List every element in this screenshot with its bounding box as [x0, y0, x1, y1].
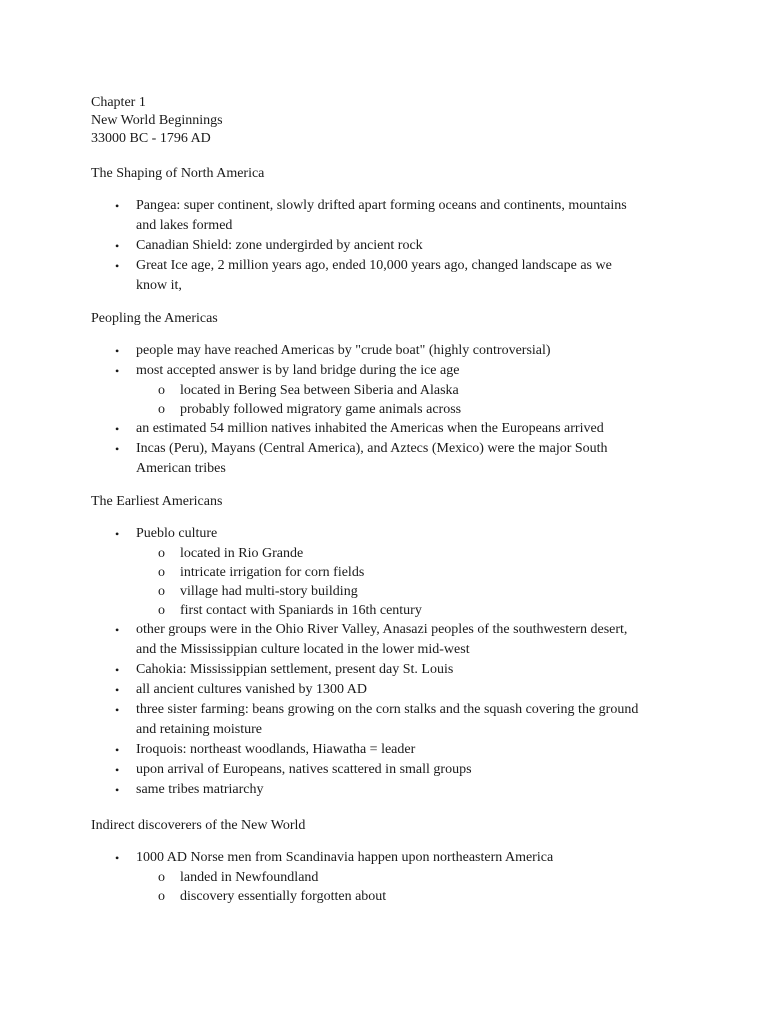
- bullet-item-text: Iroquois: northeast woodlands, Hiawatha = leader: [136, 742, 416, 757]
- bullet-item-text: people may have reached Americas by "crude boat" (highly controversial): [136, 343, 551, 358]
- section-heading: Peopling the Americas: [91, 311, 218, 326]
- bullet-item-text: Incas (Peru), Mayans (Central America), and Aztecs (Mexico) were the major South: [136, 441, 608, 456]
- bullet-item-text: Pangea: super continent, slowly drifted apart forming oceans and continents, mountains: [136, 198, 627, 213]
- chapter-dates: 33000 BC - 1796 AD: [91, 131, 211, 146]
- sub-bullet-item-text: located in Rio Grande: [180, 546, 304, 561]
- sub-bullet-item-text: discovery essentially forgotten about: [180, 889, 387, 904]
- sub-bullet-icon: o: [158, 565, 165, 580]
- bullet-item-text: and the Mississippian culture located in the lower mid-west: [136, 642, 470, 657]
- bullet-item-text: Great Ice age, 2 million years ago, ended 10,000 years ago, changed landscape as we: [136, 258, 612, 273]
- sub-bullet-item-text: located in Bering Sea between Siberia and Alaska: [180, 383, 459, 398]
- bullet-icon: •: [115, 259, 120, 273]
- bullet-item-text: and retaining moisture: [136, 722, 262, 737]
- sub-bullet-icon: o: [158, 603, 165, 618]
- bullet-item-text: upon arrival of Europeans, natives scattered in small groups: [136, 762, 472, 777]
- bullet-item-text: other groups were in the Ohio River Valley, Anasazi peoples of the southwestern desert,: [136, 622, 628, 637]
- sub-bullet-item-text: probably followed migratory game animals across: [180, 402, 462, 417]
- section-heading: The Earliest Americans: [91, 494, 223, 509]
- bullet-icon: •: [115, 623, 120, 637]
- bullet-item-text: know it,: [136, 278, 182, 293]
- bullet-item-text: same tribes matriarchy: [136, 782, 264, 797]
- sub-bullet-icon: o: [158, 870, 165, 885]
- bullet-icon: •: [115, 344, 120, 358]
- sub-bullet-icon: o: [158, 383, 165, 398]
- bullet-item-text: Canadian Shield: zone undergirded by ancient rock: [136, 238, 423, 253]
- bullet-icon: •: [115, 239, 120, 253]
- bullet-icon: •: [115, 199, 120, 213]
- section-heading: The Shaping of North America: [91, 166, 265, 181]
- bullet-icon: •: [115, 743, 120, 757]
- bullet-item-text: most accepted answer is by land bridge during the ice age: [136, 363, 460, 378]
- bullet-icon: •: [115, 442, 120, 456]
- bullet-icon: •: [115, 783, 120, 797]
- bullet-item-text: an estimated 54 million natives inhabited the Americas when the Europeans arrived: [136, 421, 604, 436]
- bullet-item-text: Cahokia: Mississippian settlement, present day St. Louis: [136, 662, 454, 677]
- bullet-item-text: American tribes: [136, 461, 226, 476]
- sub-bullet-icon: o: [158, 584, 165, 599]
- bullet-icon: •: [115, 422, 120, 436]
- sub-bullet-item-text: landed in Newfoundland: [180, 870, 319, 885]
- sub-bullet-item-text: village had multi-story building: [180, 584, 358, 599]
- sub-bullet-item-text: first contact with Spaniards in 16th century: [180, 603, 422, 618]
- bullet-icon: •: [115, 703, 120, 717]
- bullet-item-text: three sister farming: beans growing on the corn stalks and the squash covering the ground: [136, 702, 639, 717]
- bullet-icon: •: [115, 663, 120, 677]
- bullet-icon: •: [115, 364, 120, 378]
- section-heading: Indirect discoverers of the New World: [91, 818, 306, 833]
- bullet-item-text: and lakes formed: [136, 218, 233, 233]
- bullet-icon: •: [115, 683, 120, 697]
- bullet-icon: •: [115, 851, 120, 865]
- bullet-item-text: all ancient cultures vanished by 1300 AD: [136, 682, 367, 697]
- bullet-item-text: 1000 AD Norse men from Scandinavia happen upon northeastern America: [136, 850, 554, 865]
- chapter-title: New World Beginnings: [91, 113, 223, 128]
- bullet-item-text: Pueblo culture: [136, 526, 218, 541]
- bullet-icon: •: [115, 527, 120, 541]
- chapter-label: Chapter 1: [91, 95, 146, 110]
- sub-bullet-item-text: intricate irrigation for corn fields: [180, 565, 365, 580]
- sub-bullet-icon: o: [158, 546, 165, 561]
- sub-bullet-icon: o: [158, 889, 165, 904]
- sub-bullet-icon: o: [158, 402, 165, 417]
- bullet-icon: •: [115, 763, 120, 777]
